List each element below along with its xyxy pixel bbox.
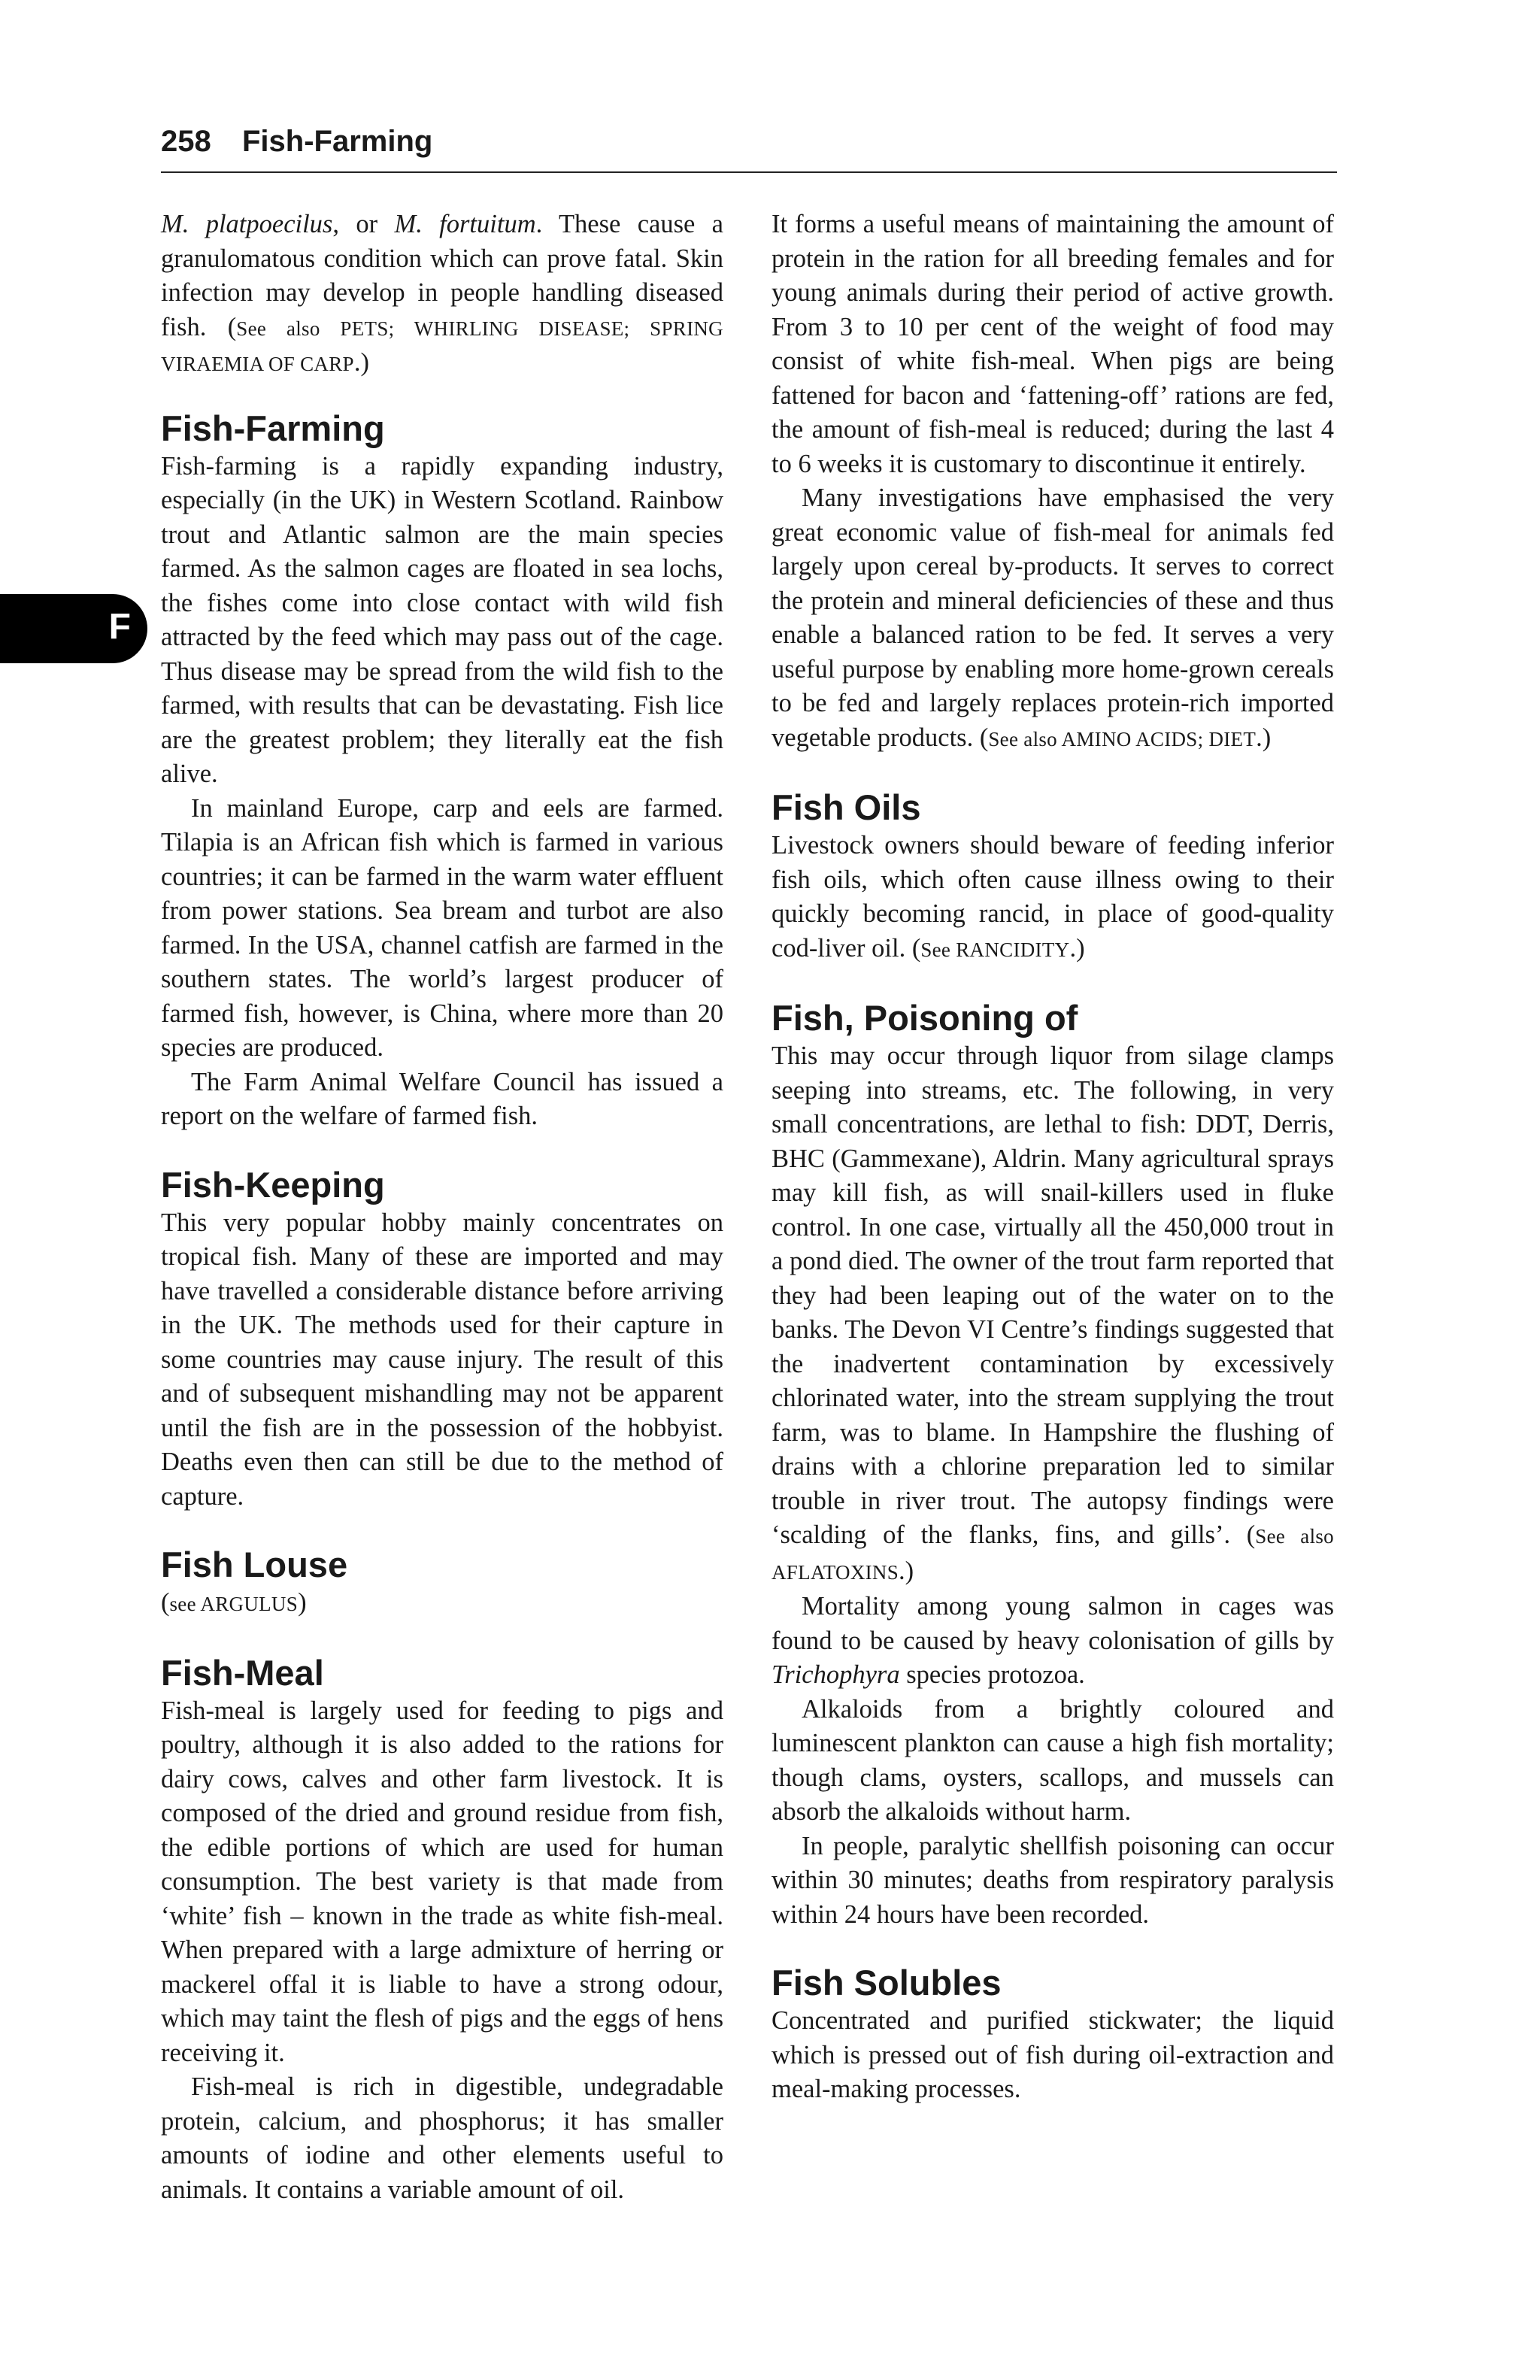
entry-heading-fish-solubles: Fish Solubles: [772, 1963, 1002, 2003]
entry-paragraph: (see ARGULUS): [161, 1588, 307, 1617]
cross-reference: See also AMINO ACIDS; DIET: [988, 727, 1257, 750]
continued-paragraph: M. platpoecilus, or M. fortuitum. These cause a granulomatous condition which can prove fatal. Skin infection may develop in people handling diseased fish. (See also PETS; WHIRLING DISEASE; SPRING VIRAEMIA OF CARP.): [161, 210, 723, 377]
entry-paragraph: Fish-farming is a rapidly expanding industry, especially (in the UK) in Western Scotland. Rainbow trout and Atlantic salmon are the main species farmed. As the salmon cages are floated in sea lochs, the fishes come into close contact with wild fish attracted by the feed which may pass out of the cage. Thus disease may be spread from the wild fish to the farmed, with results that can be devastating. Fish lice are the greatest problem; they literally eat the fish alive.: [161, 451, 723, 788]
entry-heading-fish-keeping: Fish-Keeping: [161, 1164, 385, 1205]
entry-paragraph: Livestock owners should beware of feeding inferior fish oils, which often cause illness owing to their quickly becoming rancid, in place of good-quality cod-liver oil. (See RANCIDITY.): [772, 831, 1334, 963]
entry-heading-fish-louse: Fish Louse: [161, 1545, 348, 1584]
page-header: [161, 125, 1337, 173]
entry-heading-fish-meal: Fish-Meal: [161, 1652, 324, 1693]
page-number: 258: [161, 125, 211, 158]
cross-reference: See RANCIDITY: [920, 938, 1070, 961]
entry-paragraph: Fish-meal is largely used for feeding to pigs and poultry, although it is also added to the rations for dairy cows, calves and other farm livestock. It is composed of the dried and ground residue from fish, the edible portions of which are used for human consumption. The best variety is that made from ‘white’ fish – known in the trade as white fish-meal. When prepared with a large admixture of herring or mackerel offal it is liable to have a strong odour, which may taint the flesh of pigs and the eggs of hens receiving it.: [161, 1696, 723, 2067]
thumb-index-tab: [0, 594, 147, 663]
entry-paragraph: Alkaloids from a brightly coloured and luminescent plankton can cause a high fish mortality; though clams, oysters, scallops, and mussels can absorb the alkaloids without harm.: [772, 1694, 1334, 1826]
cross-reference: See also PETS; WHIRLING DISEASE; SPRING VIRAEMIA OF CARP: [161, 317, 723, 375]
entry-paragraph: Fish-meal is rich in digestible, undegradable protein, calcium, and phosphorus; it has smaller amounts of iodine and other elements useful to animals. It contains a variable amount of oil.: [161, 2072, 723, 2204]
species-name: M. fortuitum: [394, 210, 536, 238]
entry-paragraph: Many investigations have emphasised the very great economic value of fish-meal for animals fed largely upon cereal by-products. It serves to correct the protein and mineral deficiencies of these and thus enable a balanced ration to be fed. It serves a very useful purpose by enabling more home-grown cereals to be fed and largely replaces protein-rich imported vegetable products. (See also AMINO ACIDS; DIET.): [772, 484, 1334, 752]
entry-heading-fish-oils: Fish Oils: [772, 787, 921, 827]
entry-paragraph: In mainland Europe, carp and eels are farmed. Tilapia is an African fish which is farmed in various countries; it can be farmed in the warm water effluent from power stations. Sea bream and turbot are also farmed. In the USA, channel catfish are farmed in the southern states. The world’s largest producer of farmed fish, however, is China, where more than 20 species are produced.: [161, 793, 723, 1062]
entry-paragraph: This very popular hobby mainly concentrates on tropical fish. Many of these are imported and may have travelled a considerable distance before arriving in the UK. The methods used for their capture in some countries may cause injury. The result of this and of subsequent mishandling may not be apparent until the fish are in the possession of the hobbyist. Deaths even then can still be due to the method of capture.: [161, 1208, 723, 1511]
entry-paragraph: The Farm Animal Welfare Council has issued a report on the welfare of farmed fish.: [161, 1067, 723, 1130]
species-name: M. platpoecilus: [161, 210, 333, 238]
species-name: Trichophyra: [772, 1660, 900, 1689]
cross-reference: See also AFLATOXINS: [772, 1525, 1334, 1584]
entry-paragraph: Mortality among young salmon in cages was found to be caused by heavy colonisation of gills by Trichophyra species protozoa.: [772, 1592, 1334, 1689]
entry-heading-fish-poisoning: Fish, Poisoning of: [772, 998, 1078, 1038]
right-column: [772, 208, 1334, 2107]
left-column: [161, 208, 723, 2207]
entry-paragraph: It forms a useful means of maintaining the amount of protein in the ration for all breeding females and for young animals during their period of active growth. From 3 to 10 per cent of the weight of food may consist of white fish-meal. When pigs are being fattened for bacon and ‘fattening-off’ rations are fed, the amount of fish-meal is reduced; during the last 4 to 6 weeks it is customary to discontinue it entirely.: [772, 210, 1334, 478]
entry-paragraph: In people, paralytic shellfish poisoning can occur within 30 minutes; deaths from respiratory paralysis within 24 hours have been recorded.: [772, 1831, 1334, 1929]
cross-reference: see ARGULUS: [169, 1593, 299, 1615]
entry-paragraph: This may occur through liquor from silage clamps seeping into streams, etc. The following, in very small concentrations, are lethal to fish: DDT, Derris, BHC (Gammexane), Aldrin. Many agricultural sprays may kill fish, as will snail-killers used in fluke control. In one case, virtually all the 450,000 trout in a pond died. The owner of the trout farm reported that they had been leaping out of the water on to the banks. The Devon VI Centre’s findings suggested that the inadvertent contamination by excessively chlorinated water, into the stream supplying the trout farm, was to blame. In Hampshire the flushing of drains with a chlorine preparation led to similar trouble in river trout. The autopsy findings were ‘scalding of the flanks, fins, and gills’. (See also AFLATOXINS.): [772, 1041, 1334, 1585]
thumb-index-letter: F: [108, 607, 131, 647]
running-head: Fish-Farming: [242, 125, 433, 158]
entry-heading-fish-farming: Fish-Farming: [161, 408, 385, 448]
entry-paragraph: Concentrated and purified stickwater; the liquid which is pressed out of fish during oil-extraction and meal-making processes.: [772, 2006, 1334, 2103]
